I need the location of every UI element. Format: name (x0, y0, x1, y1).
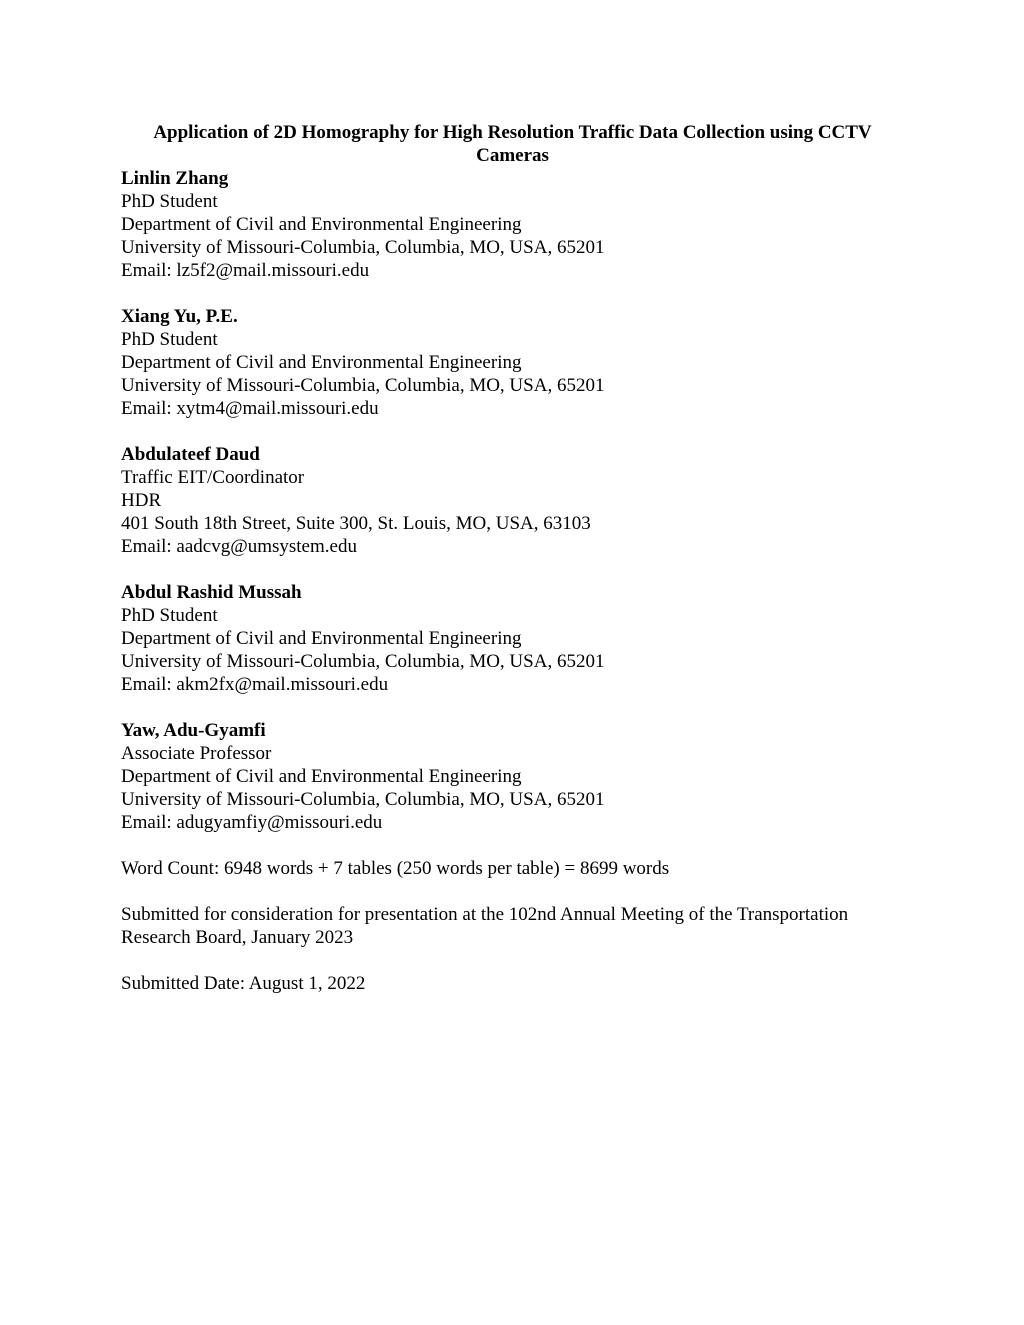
author-block (121, 581, 921, 696)
word-count: Word Count: 6948 words + 7 tables (250 words per table) = 8699 words (121, 858, 670, 879)
author-institution: University of Missouri-Columbia, Columbia, MO, USA, 65201 (121, 237, 605, 258)
author-block (121, 443, 921, 558)
author-email: Email: aadcvg@umsystem.edu (121, 536, 357, 557)
author-email: Email: lz5f2@mail.missouri.edu (121, 260, 370, 281)
author-department: Department of Civil and Environmental Engineering (121, 766, 522, 787)
author-department: HDR (121, 490, 162, 511)
paper-body (121, 167, 921, 995)
paper-title: Application of 2D Homography for High Resolution Traffic Data Collection using CCTV Cameras (153, 122, 872, 166)
author-position: PhD Student (121, 191, 218, 212)
spacer (121, 282, 921, 305)
spacer (121, 558, 921, 581)
spacer (121, 834, 921, 857)
author-block (121, 719, 921, 834)
author-position: PhD Student (121, 605, 218, 626)
spacer (121, 696, 921, 719)
author-department: Department of Civil and Environmental Engineering (121, 352, 522, 373)
author-institution: 401 South 18th Street, Suite 300, St. Louis, MO, USA, 63103 (121, 513, 591, 534)
author-name: Linlin Zhang (121, 168, 229, 189)
author-block (121, 305, 921, 420)
spacer (121, 420, 921, 443)
author-institution: University of Missouri-Columbia, Columbia, MO, USA, 65201 (121, 651, 605, 672)
submitted-date: Submitted Date: August 1, 2022 (121, 973, 366, 994)
author-email: Email: xytm4@mail.missouri.edu (121, 398, 379, 419)
author-position: Associate Professor (121, 743, 272, 764)
author-institution: University of Missouri-Columbia, Columbia, MO, USA, 65201 (121, 789, 605, 810)
author-email: Email: adugyamfiy@missouri.edu (121, 812, 383, 833)
author-position: PhD Student (121, 329, 218, 350)
author-position: Traffic EIT/Coordinator (121, 467, 305, 488)
author-institution: University of Missouri-Columbia, Columbia, MO, USA, 65201 (121, 375, 605, 396)
spacer (121, 949, 921, 972)
author-name: Yaw, Adu-Gyamfi (121, 720, 266, 741)
author-email: Email: akm2fx@mail.missouri.edu (121, 674, 389, 695)
submission-note: Submitted for consideration for presentation at the 102nd Annual Meeting of the Transportation Research Board, January 2023 (121, 904, 849, 948)
author-department: Department of Civil and Environmental Engineering (121, 628, 522, 649)
author-name: Xiang Yu, P.E. (121, 306, 238, 327)
author-name: Abdul Rashid Mussah (121, 582, 302, 603)
spacer (121, 880, 921, 903)
author-block (121, 167, 921, 282)
author-name: Abdulateef Daud (121, 444, 260, 465)
author-department: Department of Civil and Environmental Engineering (121, 214, 522, 235)
